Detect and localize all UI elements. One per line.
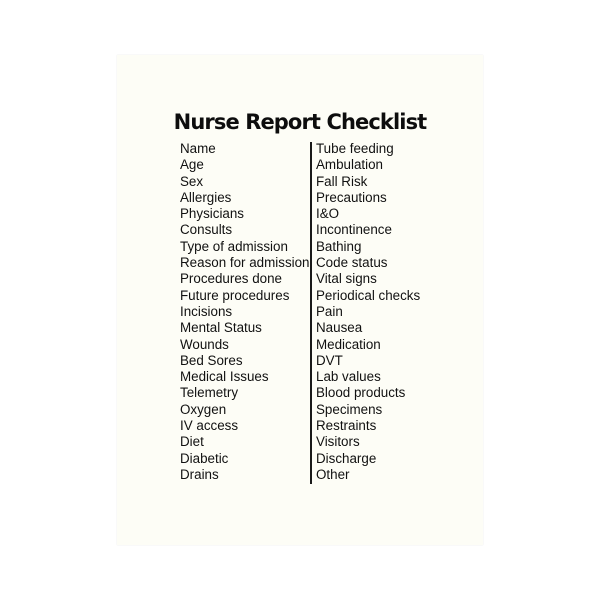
list-item: Type of admission: [180, 238, 288, 254]
list-item: Bathing: [316, 238, 362, 254]
list-item: Nausea: [316, 320, 363, 336]
list-item: Sex: [180, 173, 204, 189]
right-column-list: [316, 141, 420, 483]
list-item: Medical Issues: [180, 369, 269, 385]
list-item: Lab values: [316, 369, 381, 385]
checklist-title: Nurse Report Checklist: [173, 110, 427, 134]
list-item: Reason for admission: [180, 255, 310, 271]
list-item: IV access: [180, 418, 239, 434]
list-item: Name: [180, 141, 216, 156]
list-item: Telemetry: [180, 385, 239, 401]
checklist-print: [117, 55, 483, 545]
list-item: Diabetic: [180, 450, 229, 466]
list-item: Consults: [180, 222, 233, 238]
list-item: Allergies: [180, 189, 232, 205]
list-item: DVT: [316, 352, 343, 368]
list-item: Fall Risk: [316, 173, 368, 189]
list-item: Incisions: [180, 303, 233, 319]
list-item: I&O: [316, 206, 340, 222]
list-item: Visitors: [316, 434, 360, 450]
list-item: Diet: [180, 434, 204, 450]
left-column-list: [180, 141, 310, 483]
column-divider: [310, 142, 312, 484]
list-item: Oxygen: [180, 401, 227, 417]
list-item: Incontinence: [316, 222, 392, 238]
list-item: Specimens: [316, 401, 383, 417]
list-item: Code status: [316, 255, 388, 271]
list-item: Physicians: [180, 206, 245, 222]
list-item: Mental Status: [180, 320, 262, 336]
list-item: Vital signs: [316, 271, 377, 287]
list-item: Age: [180, 157, 204, 173]
list-item: Restraints: [316, 418, 377, 434]
list-item: Ambulation: [316, 157, 383, 173]
list-item: Periodical checks: [316, 287, 421, 303]
list-item: Other: [316, 466, 350, 482]
list-item: Blood products: [316, 385, 406, 401]
list-item: Bed Sores: [180, 352, 243, 368]
list-item: Pain: [316, 303, 343, 319]
list-item: Drains: [180, 466, 219, 482]
list-item: Tube feeding: [316, 141, 394, 156]
list-item: Wounds: [180, 336, 229, 352]
list-item: Precautions: [316, 189, 387, 205]
list-item: Medication: [316, 336, 381, 352]
list-item: Future procedures: [180, 287, 290, 303]
list-item: Procedures done: [180, 271, 282, 287]
list-item: Discharge: [316, 450, 377, 466]
